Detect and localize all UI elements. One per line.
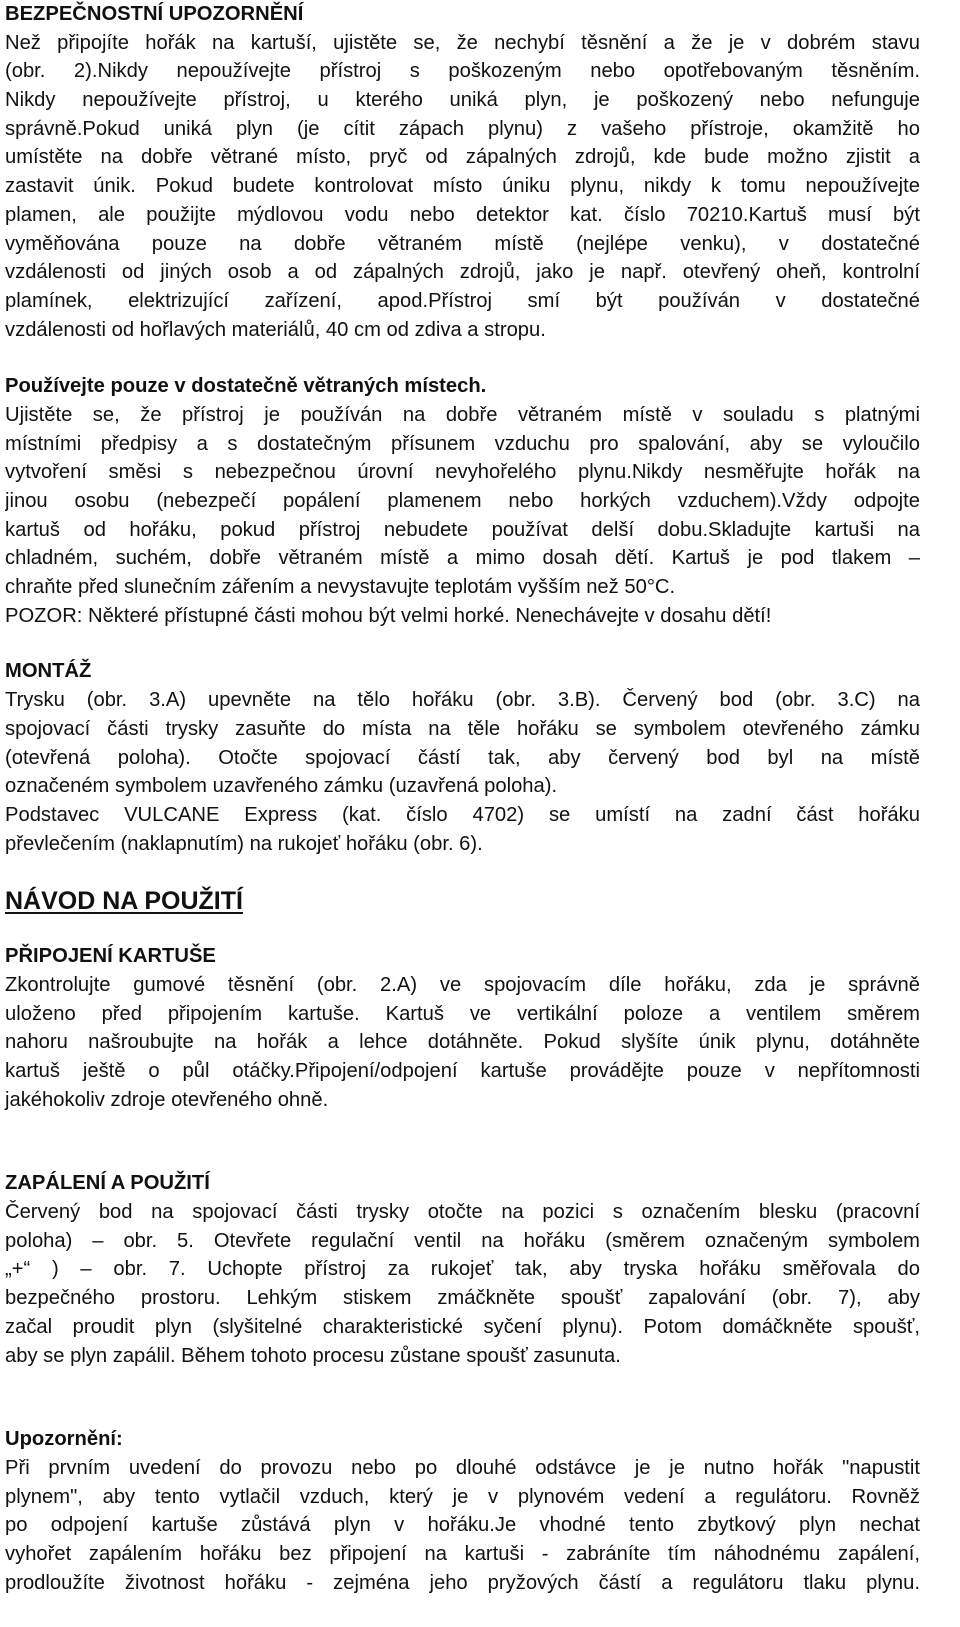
ventilation-heading: Používejte pouze v dostatečně větraných místech. [5,375,487,398]
warning-line: vyhořet zapálením hořáku bez připojení na kartuši - zabráníte tím náhodnému zapálení, [5,1542,920,1565]
section-ventilation [5,372,920,630]
ventilation-line: vytvoření směsi s nebezpečnou úrovní nevyhořelého plynu.Nikdy nesměřujte hořák na [5,461,920,484]
ignition-line: aby se plyn zapálil. Během tohoto procesu zůstane spoušť zasunuta. [5,1344,621,1367]
connection-line: kartuš ještě o půl otáčky.Připojení/odpojení kartuše provádějte pouze v nepřítomnosti [5,1060,920,1082]
safety-heading: BEZPEČNOSTNÍ UPOZORNĚNÍ [5,3,304,25]
safety-line: vzdálenosti od jiných osob a od zápalných zdrojů, jako je např. otevřený oheň, kontrolní [5,261,920,284]
ignition-line: „+“ ) – obr. 7. Uchopte přístroj za rukojeť tak, aby tryska hořáku směřovala do [5,1258,920,1281]
connection-heading: PŘIPOJENÍ KARTUŠE [5,945,216,968]
section-safety [5,0,920,344]
assembly-line: spojovací části trysky zasuňte do místa na těle hořáku se symbolem otevřeného zámku [5,717,920,740]
safety-line: umístěte na dobře větrané místo, pryč od zápalných zdrojů, kde bude možno zjistit a [5,146,920,169]
section-warning [5,1425,920,1597]
ventilation-line: jinou osobu (nebezpečí popálení plamenem nebo horkých vzduchem).Vždy odpojte [5,490,920,512]
safety-line: vyměňována pouze na dobře větraném místě (nejlépe venku), v dostatečné [5,232,920,255]
safety-line: zastavit únik. Pokud budete kontrolovat místo úniku plynu, nikdy k tomu nepoužívejte [5,175,920,198]
warning-line: Při prvním uvedení do provozu nebo po dlouhé odstávce je je nutno hořák "napustit [5,1456,920,1479]
assembly-line: (otevřená poloha). Otočte spojovací částí tak, aby červený bod byl na místě [5,746,920,769]
safety-line: vzdálenosti od hořlavých materiálů, 40 cm od zdiva a stropu. [5,318,546,341]
assembly-line: označeném symbolem uzavřeného zámku (uzavřená poloha). [5,775,558,798]
assembly-line: převlečením (naklapnutím) na rukojeť hořáku (obr. 6). [5,832,483,855]
ignition-line: začal proudit plyn (slyšitelné charakteristické syčení plynu). Potom domáčkněte spoušť, [5,1315,920,1338]
ignition-heading: ZAPÁLENÍ A POUŽITÍ [5,1172,210,1195]
safety-line: správně.Pokud uniká plyn (je cítit zápach plynu) z vašeho přístroje, okamžitě ho [5,117,920,140]
connection-line: uloženo před připojením kartuše. Kartuš ve vertikální poloze a ventilem směrem [5,1002,920,1025]
section-ignition [5,1169,920,1370]
safety-line: Než připojíte hořák na kartuší, ujistěte se, že nechybí těsnění a že je v dobrém stavu [5,31,920,54]
assembly-heading: MONTÁŽ [5,660,92,683]
connection-line: jakéhokoliv zdroje otevřeného ohně. [5,1088,329,1111]
warning-line: plynem", aby tento vytlačil vzduch, který je v plynovém vedení a regulátoru. Rovněž [5,1485,920,1508]
connection-line: Zkontrolujte gumové těsnění (obr. 2.A) ve spojovacím díle hořáku, zda je správně [5,973,920,996]
safety-line: plamínek, elektrizující zařízení, apod.Přístroj smí být používán v dostatečné [5,289,920,312]
ventilation-line: POZOR: Některé přístupné části mohou být velmi horké. Nenechávejte v dosahu dětí! [5,604,772,627]
section-connection [5,942,920,1114]
ventilation-line: kartuš od hořáku, pokud přístroj nebudete používat delší dobu.Skladujte kartuši na [5,518,920,541]
ignition-line: poloha) – obr. 5. Otevřete regulační ventil na hořáku (směrem označeným symbolem [5,1229,920,1252]
ventilation-line: místními předpisy a s dostatečným přísunem vzduchu pro spalování, aby se vyloučilo [5,432,920,455]
connection-line: nahoru našroubujte na hořák a lehce dotáhněte. Pokud slyšíte únik plynu, dotáhněte [5,1031,920,1054]
ventilation-line: Ujistěte se, že přístroj je používán na dobře větraném místě v souladu s platnými [5,403,920,426]
warning-line: prodloužíte životnost hořáku - zejména jeho pryžových částí a regulátoru tlaku plynu. [5,1571,920,1594]
warning-heading: Upozornění: [5,1428,123,1451]
assembly-line: Trysku (obr. 3.A) upevněte na tělo hořáku (obr. 3.B). Červený bod (obr. 3.C) na [5,689,920,712]
manual-heading: NÁVOD NA POUŽITÍ [5,887,243,916]
section-assembly [5,657,920,858]
safety-line: (obr. 2).Nikdy nepoužívejte přístroj s poškozeným nebo opotřebovaným těsněním. [5,60,920,83]
ventilation-line: chladném, suchém, dobře větraném místě a mimo dosah dětí. Kartuš je pod tlakem – [5,547,920,570]
warning-line: po odpojení kartuše zůstává plyn v hořáku.Je vhodné tento zbytkový plyn nechat [5,1514,920,1537]
section-manual [5,884,920,918]
safety-line: plamen, ale použijte mýdlovou vodu nebo detektor kat. číslo 70210.Kartuš musí být [5,203,920,226]
document-page [5,0,920,1597]
ventilation-line: chraňte před slunečním zářením a nevystavujte teplotám vyšším než 50°C. [5,576,676,599]
safety-line: Nikdy nepoužívejte přístroj, u kterého uniká plyn, je poškozený nebo nefunguje [5,89,920,112]
ignition-line: bezpečného prostoru. Lehkým stiskem zmáčkněte spoušť zapalování (obr. 7), aby [5,1287,920,1310]
assembly-line: Podstavec VULCANE Express (kat. číslo 4702) se umístí na zadní část hořáku [5,803,920,826]
ignition-line: Červený bod na spojovací části trysky otočte na pozici s označením blesku (pracovní [5,1201,920,1224]
